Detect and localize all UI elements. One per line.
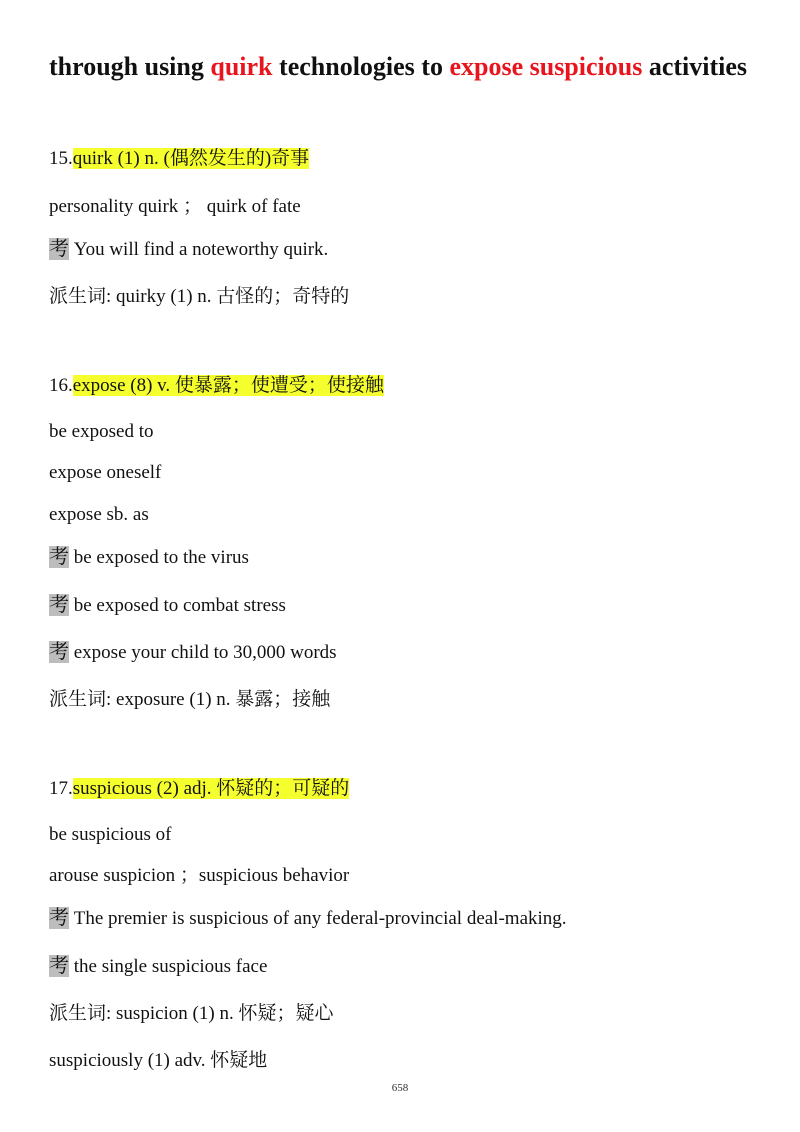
entry-17-derived: 派生词: suspicion (1) n. 怀疑；疑心 bbox=[49, 1003, 334, 1024]
page-number: 658 bbox=[391, 1082, 409, 1094]
entry-17-derived: suspiciously (1) adv. 怀疑地 bbox=[49, 1050, 268, 1071]
example-text: the single suspicious face bbox=[73, 956, 268, 977]
heading-text: through using bbox=[49, 52, 204, 81]
entry-16-headword bbox=[49, 372, 384, 400]
entry-16-phrase: expose sb. as bbox=[49, 504, 149, 525]
example-text: The premier is suspicious of any federal-provincial deal-making. bbox=[73, 908, 567, 929]
heading-text: activities bbox=[648, 52, 748, 81]
heading-keyword-expose-suspicious: expose suspicious bbox=[449, 52, 643, 81]
example-text: You will find a noteworthy quirk. bbox=[73, 239, 329, 260]
entry-number: 17. bbox=[49, 778, 73, 799]
entry-17-phrase: arouse suspicion ；suspicious behavior bbox=[49, 865, 350, 886]
entry-16-example bbox=[49, 638, 337, 667]
entry-15-example bbox=[49, 235, 328, 264]
example-text: be exposed to combat stress bbox=[73, 595, 286, 616]
example-text: expose your child to 30,000 words bbox=[73, 642, 337, 663]
entry-17-example bbox=[49, 904, 567, 933]
entry-15-phrases: personality quirk ； quirk of fate bbox=[49, 196, 301, 217]
entry-17-headword bbox=[49, 775, 349, 803]
entry-16-example bbox=[49, 543, 249, 572]
exam-mark: 考 bbox=[49, 594, 69, 616]
entry-16-example bbox=[49, 591, 286, 620]
heading-text: technologies to bbox=[279, 52, 443, 81]
exam-mark: 考 bbox=[49, 641, 69, 663]
entry-number: 16. bbox=[49, 375, 73, 396]
entry-17-example bbox=[49, 952, 267, 981]
entry-15-derived: 派生词: quirky (1) n. 古怪的；奇特的 bbox=[49, 286, 350, 307]
exam-mark: 考 bbox=[49, 238, 69, 260]
entry-headword: expose (8) v. 使暴露；使遭受；使接触 bbox=[72, 375, 384, 396]
exam-mark: 考 bbox=[49, 546, 69, 568]
entry-headword: suspicious (2) adj. 怀疑的；可疑的 bbox=[72, 778, 350, 799]
entry-15-headword bbox=[49, 145, 309, 173]
heading-keyword-quirk: quirk bbox=[210, 52, 273, 81]
entry-headword: quirk (1) n. (偶然发生的)奇事 bbox=[72, 148, 310, 169]
entry-number: 15. bbox=[49, 148, 73, 169]
example-text: be exposed to the virus bbox=[73, 547, 249, 568]
entry-16-phrase: expose oneself bbox=[49, 462, 162, 483]
heading bbox=[49, 44, 769, 90]
entry-16-derived: 派生词: exposure (1) n. 暴露；接触 bbox=[49, 689, 331, 710]
exam-mark: 考 bbox=[49, 907, 69, 929]
entry-17-phrase: be suspicious of bbox=[49, 824, 172, 845]
entry-16-phrase: be exposed to bbox=[49, 421, 154, 442]
exam-mark: 考 bbox=[49, 955, 69, 977]
